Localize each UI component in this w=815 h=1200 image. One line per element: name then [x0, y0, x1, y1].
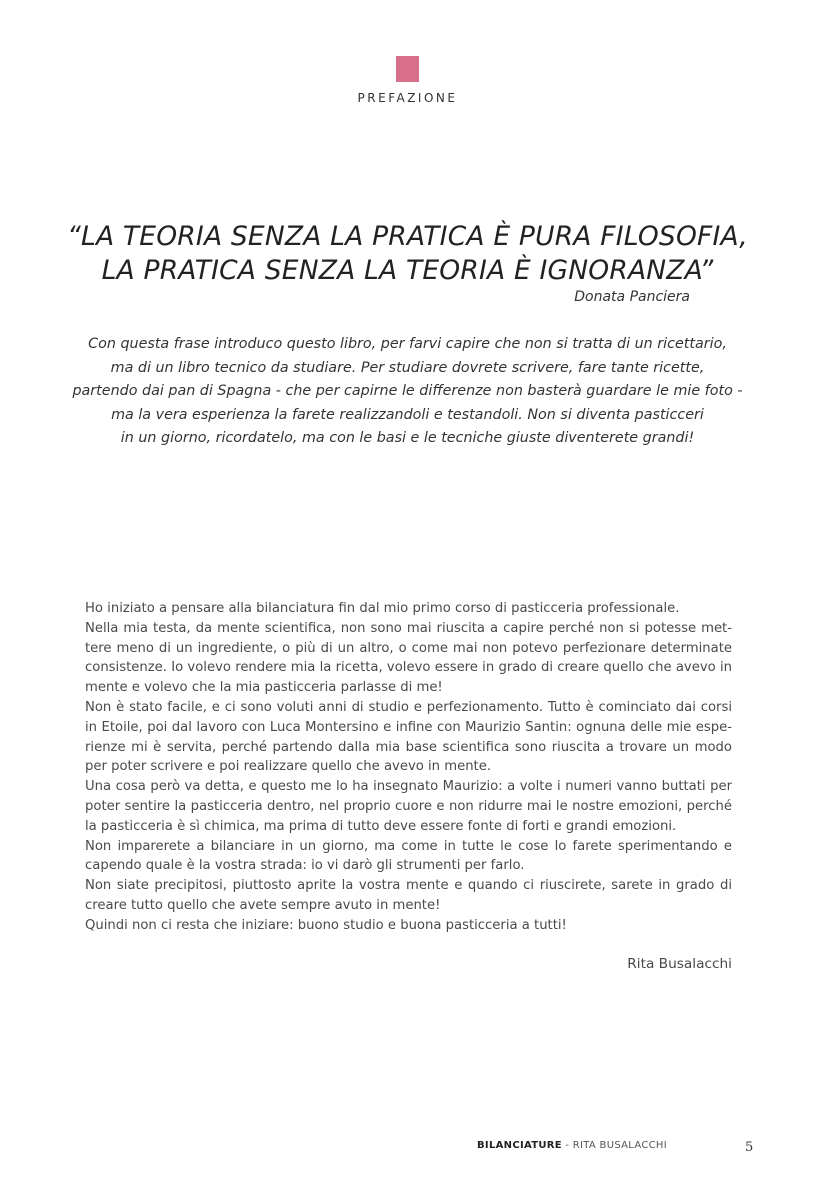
intro-line: in un giorno, ricordatelo, ma con le basi e le tecniche giuste diventerete grandi!: [120, 430, 695, 446]
footer-separator: -: [561, 1140, 573, 1151]
body-line: mente e volevo che la mia pasticceria parlasse di me!: [85, 680, 443, 696]
section-title: PREFAZIONE: [357, 91, 458, 105]
quote-line: “LA TEORIA SENZA LA PRATICA È PURA FILOSOFIA,: [67, 221, 748, 252]
body-line: in Etoile, poi dal lavoro con Luca Montersino e infine con Maurizio Santin: ognuna delle mie espe-: [85, 719, 732, 735]
body-line: Non è stato facile, e ci sono voluti anni di studio e perfezionamento. Tutto è cominciato dai corsi: [85, 699, 732, 715]
body-line: Non siate precipitosi, piuttosto aprite la vostra mente e quando ci riuscirete, sarete in grado di: [85, 878, 732, 894]
quote-author: Donata Panciera: [574, 289, 690, 305]
accent-square: [396, 56, 419, 82]
intro-line: Con questa frase introduco questo libro, per farvi capire che non si tratta di un ricettario,: [88, 336, 727, 352]
footer-author: RITA BUSALACCHI: [572, 1140, 667, 1151]
epigraph-quote: [60, 220, 755, 288]
body-line: per poter scrivere e poi realizzare quello che avevo in mente.: [85, 759, 492, 775]
body-line: Quindi non ci resta che iniziare: buono studio e buona pasticceria a tutti!: [85, 917, 567, 933]
intro-paragraph: [60, 333, 755, 451]
running-footer: [477, 1140, 667, 1151]
intro-line: partendo dai pan di Spagna - che per capirne le differenze non basterà guardare le mie foto -: [72, 383, 743, 399]
body-line: rienze mi è servita, perché partendo dalla mia base scientifica sono riuscita a trovare un modo: [85, 739, 732, 755]
preface-body: [85, 599, 732, 936]
body-line: Ho iniziato a pensare alla bilanciatura fin dal mio primo corso di pasticceria professionale.: [85, 601, 680, 616]
body-line: Nella mia testa, da mente scientifica, non sono mai riuscita a capire perché non si potesse met-: [85, 620, 732, 636]
page-number: 5: [745, 1140, 754, 1155]
body-line: tere meno di un ingrediente, o più di un altro, o come mai non potevo perfezionare determinate: [85, 640, 732, 656]
body-line: consistenze. Io volevo rendere mia la ricetta, volevo essere in grado di creare quello che avevo in: [85, 660, 732, 676]
quote-line: LA PRATICA SENZA LA TEORIA È IGNORANZA”: [101, 255, 714, 286]
body-line: capendo quale è la vostra strada: io vi darò gli strumenti per farlo.: [85, 858, 525, 874]
body-line: Una cosa però va detta, e questo me lo ha insegnato Maurizio: a volte i numeri vanno buttati per: [85, 779, 732, 795]
body-line: Non imparerete a bilanciare in un giorno, ma come in tutte le cose lo farete sperimentando e: [85, 838, 732, 854]
body-line: poter sentire la pasticceria dentro, nel proprio cuore e non ridurre mai le nostre emozioni, perché: [85, 798, 732, 814]
intro-line: ma di un libro tecnico da studiare. Per studiare dovrete scrivere, fare tante ricette,: [110, 359, 705, 376]
author-signature: Rita Busalacchi: [627, 956, 732, 972]
footer-book-title: BILANCIATURE: [477, 1140, 562, 1151]
body-line: creare tutto quello che avete sempre avuto in mente!: [85, 897, 441, 913]
intro-line: ma la vera esperienza la farete realizzandoli e testandoli. Non si diventa pasticceri: [111, 406, 704, 423]
body-line: la pasticceria è sì chimica, ma prima di tutto deve essere fonte di forti e grandi emozioni.: [85, 818, 677, 834]
